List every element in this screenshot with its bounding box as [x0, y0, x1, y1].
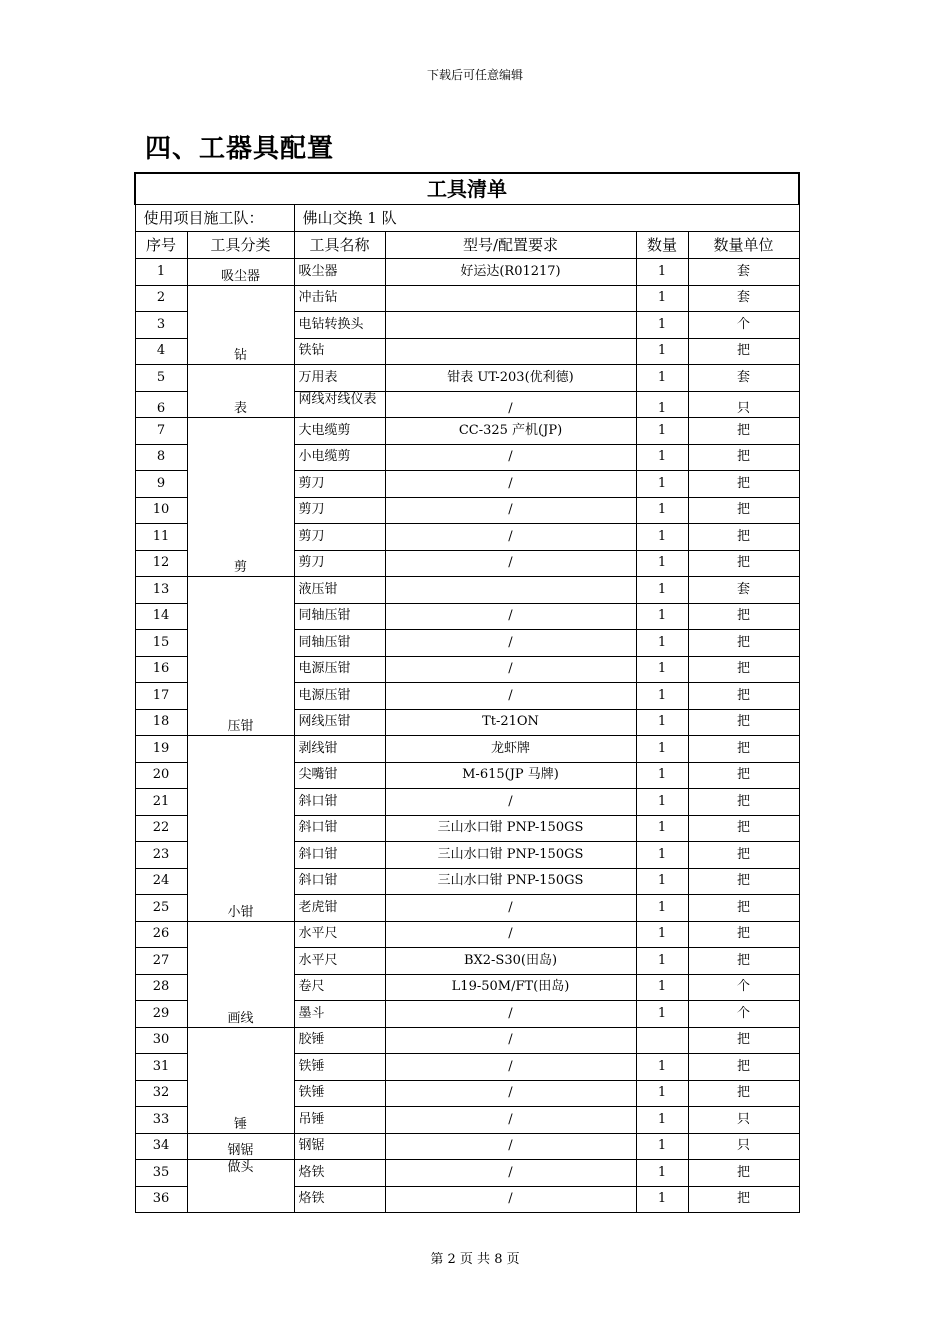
row-unit: 把 — [688, 1027, 799, 1054]
row-number: 4 — [135, 338, 187, 365]
row-number: 25 — [135, 895, 187, 922]
row-number: 6 — [135, 391, 187, 418]
row-tool-name: 剪刀 — [294, 471, 385, 498]
row-category: 小钳 — [187, 736, 294, 922]
row-unit: 套 — [688, 285, 799, 312]
row-unit: 把 — [688, 550, 799, 577]
row-category: 压钳 — [187, 577, 294, 736]
row-spec: / — [385, 1133, 636, 1160]
row-quantity: 1 — [636, 418, 688, 445]
row-number: 27 — [135, 948, 187, 975]
row-tool-name: 吸尘器 — [294, 259, 385, 286]
table-title: 工具清单 — [135, 173, 799, 205]
row-tool-name: 墨斗 — [294, 1001, 385, 1028]
row-number: 9 — [135, 471, 187, 498]
table-title-row — [135, 173, 799, 205]
row-spec: / — [385, 1001, 636, 1028]
row-category: 剪 — [187, 418, 294, 577]
row-spec: 三山水口钳 PNP-150GS — [385, 815, 636, 842]
row-spec — [385, 338, 636, 365]
row-unit: 把 — [688, 1186, 799, 1213]
row-unit: 把 — [688, 736, 799, 763]
row-tool-name: 剥线钳 — [294, 736, 385, 763]
row-spec: / — [385, 524, 636, 551]
row-number: 29 — [135, 1001, 187, 1028]
row-spec: / — [385, 1160, 636, 1187]
row-category: 钻 — [187, 285, 294, 365]
row-number: 10 — [135, 497, 187, 524]
table-row — [135, 285, 799, 312]
row-number: 35 — [135, 1160, 187, 1187]
row-tool-name: 电源压钳 — [294, 683, 385, 710]
row-tool-name: 电源压钳 — [294, 656, 385, 683]
row-spec — [385, 285, 636, 312]
row-unit: 个 — [688, 1001, 799, 1028]
row-spec: / — [385, 630, 636, 657]
row-quantity: 1 — [636, 259, 688, 286]
row-number: 20 — [135, 762, 187, 789]
row-quantity: 1 — [636, 974, 688, 1001]
row-unit: 把 — [688, 1160, 799, 1187]
row-spec: 三山水口钳 PNP-150GS — [385, 842, 636, 869]
row-number: 3 — [135, 312, 187, 339]
row-spec: / — [385, 921, 636, 948]
row-tool-name: 液压钳 — [294, 577, 385, 604]
row-number: 26 — [135, 921, 187, 948]
row-quantity: 1 — [636, 789, 688, 816]
row-quantity: 1 — [636, 948, 688, 975]
table-row — [135, 259, 799, 286]
row-unit: 把 — [688, 338, 799, 365]
row-tool-name: 小电缆剪 — [294, 444, 385, 471]
row-tool-name: 水平尺 — [294, 948, 385, 975]
row-unit: 把 — [688, 656, 799, 683]
row-unit: 只 — [688, 1133, 799, 1160]
row-spec: 三山水口钳 PNP-150GS — [385, 868, 636, 895]
row-number: 7 — [135, 418, 187, 445]
row-quantity: 1 — [636, 444, 688, 471]
row-spec: M-615(JP 马牌) — [385, 762, 636, 789]
row-tool-name: 同轴压钳 — [294, 603, 385, 630]
table-row — [135, 418, 799, 445]
row-number: 12 — [135, 550, 187, 577]
row-quantity: 1 — [636, 285, 688, 312]
row-quantity — [636, 1027, 688, 1054]
row-number: 34 — [135, 1133, 187, 1160]
row-spec: / — [385, 1054, 636, 1081]
header-row — [135, 232, 799, 259]
row-tool-name: 铁钻 — [294, 338, 385, 365]
row-spec — [385, 312, 636, 339]
row-unit: 只 — [688, 391, 799, 418]
section-title: 四、工器具配置 — [145, 134, 335, 164]
row-tool-name: 烙铁 — [294, 1160, 385, 1187]
row-spec: / — [385, 444, 636, 471]
row-quantity: 1 — [636, 497, 688, 524]
row-quantity: 1 — [636, 1001, 688, 1028]
row-tool-name: 水平尺 — [294, 921, 385, 948]
row-number: 18 — [135, 709, 187, 736]
row-unit: 把 — [688, 630, 799, 657]
row-spec: Tt-21ON — [385, 709, 636, 736]
team-value: 佛山交换 1 队 — [294, 205, 799, 232]
row-spec: / — [385, 603, 636, 630]
row-quantity: 1 — [636, 577, 688, 604]
row-spec: / — [385, 789, 636, 816]
row-unit: 把 — [688, 1054, 799, 1081]
row-number: 36 — [135, 1186, 187, 1213]
row-category: 吸尘器 — [187, 259, 294, 286]
row-unit: 把 — [688, 709, 799, 736]
row-spec: / — [385, 683, 636, 710]
row-unit: 套 — [688, 365, 799, 392]
row-unit: 把 — [688, 921, 799, 948]
row-unit: 个 — [688, 974, 799, 1001]
row-tool-name: 剪刀 — [294, 524, 385, 551]
row-unit: 把 — [688, 524, 799, 551]
row-spec: / — [385, 1027, 636, 1054]
row-quantity: 1 — [636, 921, 688, 948]
row-number: 13 — [135, 577, 187, 604]
row-quantity: 1 — [636, 656, 688, 683]
row-spec: / — [385, 656, 636, 683]
row-quantity: 1 — [636, 365, 688, 392]
row-unit: 把 — [688, 895, 799, 922]
row-tool-name: 斜口钳 — [294, 842, 385, 869]
row-tool-name: 斜口钳 — [294, 868, 385, 895]
row-unit: 套 — [688, 259, 799, 286]
row-number: 22 — [135, 815, 187, 842]
row-quantity: 1 — [636, 815, 688, 842]
row-number: 16 — [135, 656, 187, 683]
row-spec: L19-50M/FT(田岛) — [385, 974, 636, 1001]
row-number: 11 — [135, 524, 187, 551]
row-spec: / — [385, 471, 636, 498]
row-number: 8 — [135, 444, 187, 471]
row-unit: 把 — [688, 471, 799, 498]
row-unit: 只 — [688, 1107, 799, 1134]
row-unit: 把 — [688, 603, 799, 630]
row-spec: / — [385, 497, 636, 524]
header-name: 工具名称 — [294, 232, 385, 259]
row-quantity: 1 — [636, 1186, 688, 1213]
row-unit: 套 — [688, 577, 799, 604]
row-category: 画线 — [187, 921, 294, 1027]
row-number: 30 — [135, 1027, 187, 1054]
page-footer: 第 2 页 共 8 页 — [430, 1252, 520, 1267]
row-quantity: 1 — [636, 683, 688, 710]
header-unit: 数量单位 — [688, 232, 799, 259]
row-quantity: 1 — [636, 736, 688, 763]
table-row — [135, 577, 799, 604]
header-note: 下载后可任意编辑 — [426, 68, 523, 82]
row-spec: 龙虾牌 — [385, 736, 636, 763]
row-unit: 把 — [688, 815, 799, 842]
row-tool-name: 尖嘴钳 — [294, 762, 385, 789]
row-unit: 把 — [688, 1080, 799, 1107]
row-tool-name: 斜口钳 — [294, 815, 385, 842]
row-number: 23 — [135, 842, 187, 869]
row-category: 做头 — [187, 1160, 294, 1213]
row-unit: 把 — [688, 418, 799, 445]
table-row — [135, 736, 799, 763]
row-tool-name: 电钻转换头 — [294, 312, 385, 339]
row-quantity: 1 — [636, 709, 688, 736]
row-spec — [385, 577, 636, 604]
row-quantity: 1 — [636, 895, 688, 922]
row-unit: 把 — [688, 762, 799, 789]
row-spec: / — [385, 1186, 636, 1213]
row-quantity: 1 — [636, 1080, 688, 1107]
row-quantity: 1 — [636, 391, 688, 418]
row-number: 19 — [135, 736, 187, 763]
header-spec: 型号/配置要求 — [385, 232, 636, 259]
row-quantity: 1 — [636, 338, 688, 365]
row-tool-name: 卷尺 — [294, 974, 385, 1001]
table-row — [135, 921, 799, 948]
row-quantity: 1 — [636, 550, 688, 577]
row-tool-name: 网线对线仪表 — [294, 391, 385, 418]
row-spec: / — [385, 1107, 636, 1134]
row-spec: BX2-S30(田岛) — [385, 948, 636, 975]
row-number: 1 — [135, 259, 187, 286]
row-quantity: 1 — [636, 524, 688, 551]
row-number: 31 — [135, 1054, 187, 1081]
row-category: 钢锯 — [187, 1133, 294, 1160]
table-row — [135, 1160, 799, 1187]
row-quantity: 1 — [636, 603, 688, 630]
row-quantity: 1 — [636, 868, 688, 895]
team-label: 使用项目施工队： — [135, 205, 294, 232]
row-unit: 把 — [688, 948, 799, 975]
row-spec: 好运达(R01217) — [385, 259, 636, 286]
row-spec: / — [385, 550, 636, 577]
row-number: 32 — [135, 1080, 187, 1107]
row-number: 33 — [135, 1107, 187, 1134]
row-unit: 把 — [688, 789, 799, 816]
row-tool-name: 胶锤 — [294, 1027, 385, 1054]
row-category: 表 — [187, 365, 294, 418]
row-quantity: 1 — [636, 630, 688, 657]
row-tool-name: 老虎钳 — [294, 895, 385, 922]
header-qty: 数量 — [636, 232, 688, 259]
row-quantity: 1 — [636, 762, 688, 789]
row-quantity: 1 — [636, 1160, 688, 1187]
header-no: 序号 — [135, 232, 187, 259]
row-quantity: 1 — [636, 1107, 688, 1134]
row-unit: 把 — [688, 868, 799, 895]
row-number: 15 — [135, 630, 187, 657]
row-spec: 钳表 UT-203(优利德) — [385, 365, 636, 392]
row-number: 2 — [135, 285, 187, 312]
row-number: 5 — [135, 365, 187, 392]
row-number: 24 — [135, 868, 187, 895]
row-tool-name: 剪刀 — [294, 497, 385, 524]
row-spec: / — [385, 391, 636, 418]
row-tool-name: 剪刀 — [294, 550, 385, 577]
table-row — [135, 1133, 799, 1160]
row-tool-name: 铁锤 — [294, 1054, 385, 1081]
row-unit: 把 — [688, 444, 799, 471]
row-tool-name: 冲击钻 — [294, 285, 385, 312]
tool-list-table — [134, 172, 800, 1213]
row-tool-name: 钢锯 — [294, 1133, 385, 1160]
table-row — [135, 1027, 799, 1054]
row-tool-name: 大电缆剪 — [294, 418, 385, 445]
row-unit: 个 — [688, 312, 799, 339]
row-tool-name: 同轴压钳 — [294, 630, 385, 657]
row-quantity: 1 — [636, 1054, 688, 1081]
row-tool-name: 烙铁 — [294, 1186, 385, 1213]
header-category: 工具分类 — [187, 232, 294, 259]
row-unit: 把 — [688, 497, 799, 524]
row-tool-name: 网线压钳 — [294, 709, 385, 736]
row-number: 14 — [135, 603, 187, 630]
row-number: 28 — [135, 974, 187, 1001]
row-tool-name: 斜口钳 — [294, 789, 385, 816]
row-unit: 把 — [688, 842, 799, 869]
row-number: 21 — [135, 789, 187, 816]
row-tool-name: 吊锤 — [294, 1107, 385, 1134]
row-unit: 把 — [688, 683, 799, 710]
row-spec: CC-325 产机(JP) — [385, 418, 636, 445]
row-spec: / — [385, 895, 636, 922]
row-tool-name: 铁锤 — [294, 1080, 385, 1107]
table-row — [135, 365, 799, 392]
row-quantity: 1 — [636, 312, 688, 339]
row-number: 17 — [135, 683, 187, 710]
team-row — [135, 205, 799, 232]
row-quantity: 1 — [636, 471, 688, 498]
row-category: 锤 — [187, 1027, 294, 1133]
row-tool-name: 万用表 — [294, 365, 385, 392]
row-spec: / — [385, 1080, 636, 1107]
row-quantity: 1 — [636, 842, 688, 869]
row-quantity: 1 — [636, 1133, 688, 1160]
